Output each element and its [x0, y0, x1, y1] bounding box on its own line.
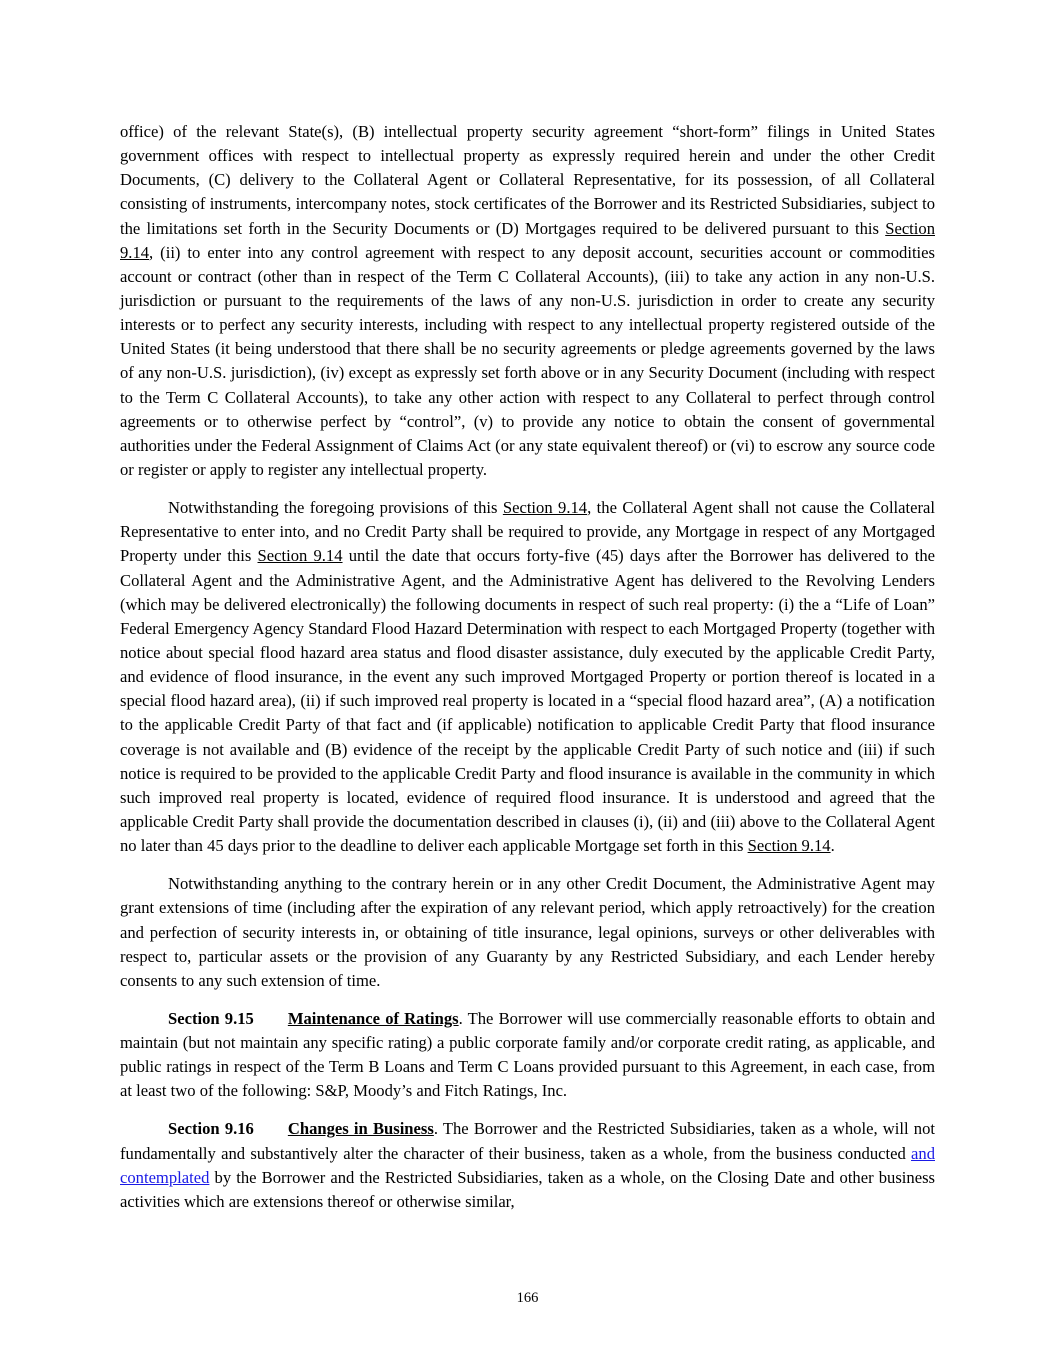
- section-number: Section 9.16: [168, 1119, 254, 1139]
- section-number: Section 9.15: [168, 1008, 254, 1028]
- text-run: , (ii) to enter into any control agreement with respect to any deposit account, securities account or commodities account or contract (other than in respect of the Term C Collateral Accounts), (iii) to take any action in any non-U.S. jurisdiction or pursuant to the requirements of the laws of any non-U.S. jurisdiction in order to create any security interests or to perfect any security interests, including with respect to any intellectual property registered outside of the United States (it being understood that there shall be no security agreements or pledge agreements governed by the laws of any non-U.S. jurisdiction), (iv) except as expressly set forth above or in any Security Document (including with respect to the Term C Collateral Accounts), to take any other action with respect to any Collateral to perfect through control agreements or to otherwise perfect by “control”, (v) to provide any notice to obtain the consent of governmental authorities under the Federal Assignment of Claims Act (or any state equivalent thereof) or (vi) to escrow any source code or register or apply to register any intellectual property.: [120, 242, 935, 479]
- cross-reference: Section 9.14: [120, 218, 935, 262]
- text-run: office) of the relevant State(s), (B) intellectual property security agreement “short-form” filings in United States government offices with respect to intellectual property as expressly required herein and under the other Credit Documents, (C) delivery to the Collateral Agent or Collateral Representative, for its possession, of all Collateral consisting of instruments, intercompany notes, stock certificates of the Borrower and its Restricted Subsidiaries, subject to the limitations set forth in the Security Documents or (D) Mortgages required to be delivered pursuant to this: [120, 122, 935, 238]
- paragraph: [120, 1007, 935, 1104]
- text-run: Notwithstanding the foregoing provisions of this: [168, 498, 503, 518]
- paragraph: [120, 120, 935, 482]
- page-number: 166: [516, 1290, 539, 1306]
- text-run: .: [830, 836, 835, 856]
- paragraph: [120, 1117, 935, 1214]
- text-run: Notwithstanding anything to the contrary herein or in any other Credit Document, the Administrative Agent may grant extensions of time (including after the expiration of any relevant period, which apply retroactively) for the creation and perfection of security interests in, or obtaining of title insurance, legal opinions, surveys or other deliverables with respect to, particular assets or the provision of any Guaranty by any Restricted Subsidiary, and each Lender hereby consents to any such extension of time.: [120, 874, 935, 990]
- document-body: [120, 120, 935, 1214]
- section-heading: Changes in Business: [287, 1119, 434, 1139]
- section-heading: Maintenance of Ratings: [287, 1008, 459, 1028]
- text-run: until the date that occurs forty-five (45) days after the Borrower has delivered to the Collateral Agent and the Administrative Agent, and the Administrative Agent has delivered to the Revolving Lenders (which may be delivered electronically) the following documents in respect of such real property: (i) the a “Life of Loan” Federal Emergency Agency Standard Flood Hazard Determination with respect to each Mortgaged Property (together with notice about special flood hazard area status and flood disaster assistance, duly executed by the applicable Credit Party, and evidence of flood insurance, in the event any such improved Mortgaged Property or portion thereof is located in a special flood hazard area), (ii) if such improved real property is located in a “special flood hazard area”, (A) a notification to the applicable Credit Party of that fact and (if applicable) notification to applicable Credit Party that flood insurance coverage is not available and (B) evidence of the receipt by the applicable Credit Party of such notice and (iii) if such notice is required to be provided to the applicable Credit Party and flood insurance is available in the community in which such improved real property is located, evidence of required flood insurance. It is understood and agreed that the applicable Credit Party shall provide the documentation described in clauses (i), (ii) and (iii) above to the Collateral Agent no later than 45 days prior to the deadline to deliver each applicable Mortgage set forth in this: [120, 546, 935, 856]
- paragraph: [120, 872, 935, 993]
- cross-reference: Section 9.14: [502, 498, 588, 518]
- cross-reference: Section 9.14: [257, 546, 343, 566]
- text-run: , the Collateral Agent shall not cause the Collateral Representative to enter into, and no Credit Party shall be required to provide, any Mortgage in respect of any Mortgaged Property under this: [120, 498, 936, 566]
- tracked-insertion: and contemplated: [120, 1143, 935, 1187]
- cross-reference: Section 9.14: [747, 836, 831, 856]
- text-run: by the Borrower and the Restricted Subsidiaries, taken as a whole, on the Closing Date and other business activities which are extensions thereof or otherwise similar,: [120, 1167, 935, 1211]
- text-run: . The Borrower will use commercially reasonable efforts to obtain and maintain (but not maintain any specific rating) a public corporate family and/or corporate credit rating, as applicable, and public ratings in respect of the Term B Loans and Term C Loans provided pursuant to this Agreement, in each case, from at least two of the following: S&P, Moody’s and Fitch Ratings, Inc.: [120, 1008, 935, 1101]
- paragraph: [120, 496, 935, 858]
- text-run: . The Borrower and the Restricted Subsidiaries, taken as a whole, will not fundamentally and substantively alter the character of their business, taken as a whole, from the business conducted: [120, 1119, 935, 1163]
